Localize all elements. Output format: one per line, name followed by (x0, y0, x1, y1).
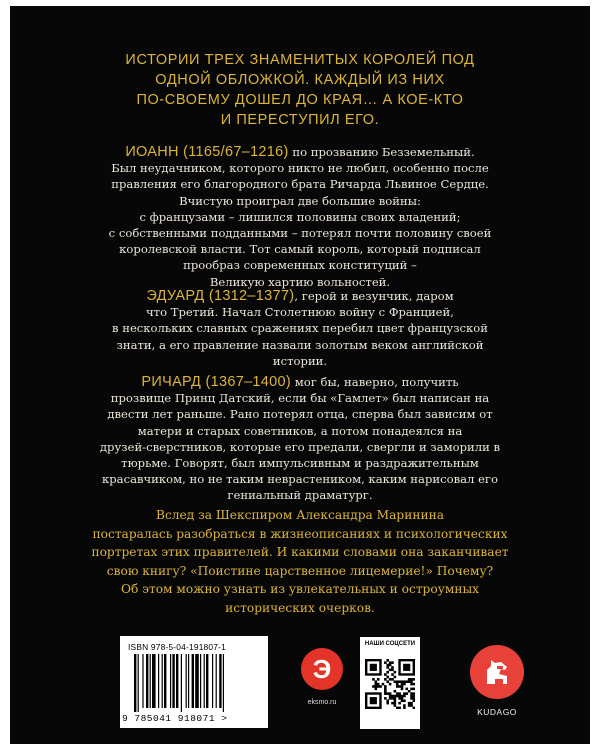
paragraph-line: королевской власти. Тот самый король, который подписал (119, 242, 481, 257)
isbn-label: ISBN 978-5-04-191807-1 (128, 642, 226, 652)
paragraph-line: Вчистую проиграл две большие войны: (179, 193, 421, 208)
paragraph-text: мог бы, наверно, получить (291, 375, 459, 389)
svg-text:Э: Э (312, 654, 332, 684)
kudago-horse-icon (469, 644, 525, 700)
headline (95, 50, 505, 130)
book-back-cover (10, 6, 590, 744)
paragraph-line: что Третий. Начал Столетнюю войну с Францией, (146, 305, 454, 320)
headline-line: ПО-СВОЕМУ ДОШЕЛ ДО КРАЯ… А КОЕ-КТО (136, 92, 464, 108)
paragraph-text: по прозванию Безземельный. (288, 145, 475, 159)
paragraph-line: с французами – лишился половины своих владений; (139, 209, 461, 224)
paragraph-line (50, 288, 550, 304)
qr-code-icon (365, 659, 415, 709)
paragraph-line: матери и старых советников, а потом понадеялся на (137, 423, 463, 438)
partner-name: KUDAGO (477, 707, 517, 717)
paragraph-line: двести лет раньше. Рано потерял отца, сперва был зависим от (107, 407, 493, 422)
barcode-bars (134, 654, 262, 712)
paragraph-line: друзей-сверстников, которые его предали, свергли и заморили в (99, 439, 501, 454)
paragraph-line: знати, а его правление назвали золотым веком английской (116, 337, 484, 352)
social-qr-block (360, 637, 420, 729)
paragraph-line: истории. (272, 353, 328, 368)
paragraph-line: исторических очерков. (225, 600, 375, 615)
publisher-site: eksmo.ru (307, 699, 337, 706)
paragraph-line: в нескольких славных сражениях перебил цвет французской (112, 321, 488, 336)
paragraph-line: правления его благородного брата Ричарда Львиное Сердце. (111, 177, 489, 192)
paragraph-line: прозвище Принц Датский, если бы «Гамлет» был написан на (110, 391, 490, 406)
king-eduard-paragraph (50, 288, 550, 369)
closing-paragraph (50, 506, 550, 618)
paragraph-line: постаралась разобраться в жизнеописаниях и психологических (92, 526, 508, 541)
paragraph-line: Был неудачником, которого никто не любил, особенно после (111, 161, 489, 176)
king-richard-paragraph (50, 374, 550, 504)
barcode-digits: 9 785041 918071 > (122, 713, 228, 724)
headline-line: ИСТОРИИ ТРЕХ ЗНАМЕНИТЫХ КОРОЛЕЙ ПОД (125, 52, 475, 68)
paragraph-line: гениальный драматург. (227, 488, 373, 503)
headline-line: ОДНОЙ ОБЛОЖКОЙ. КАЖДЫЙ ИЗ НИХ (155, 72, 445, 88)
paragraph-line (50, 374, 550, 390)
paragraph-line: свою книгу? «Поистине царственное лицемерие!» Почему? (106, 563, 494, 578)
paragraph-line: прообраз современных конституций – (183, 258, 417, 273)
eksmo-logo-icon (300, 647, 344, 691)
partner-logo (467, 644, 527, 717)
paragraph-line: Вслед за Шекспиром Александра Маринина (156, 508, 444, 522)
king-name: РИЧАРД (1367–1400) (141, 374, 292, 390)
king-ioann-paragraph (50, 144, 550, 290)
paragraph-line: красавчиком, но не таким неврастеником, каким нарисовал его (102, 472, 498, 487)
qr-title: НАШИ СОЦСЕТИ (364, 641, 416, 647)
headline-line: И ПЕРЕСТУПИЛ ЕГО. (220, 112, 380, 128)
paragraph-line: тюрьме. Говорят, был импульсивным и раздражительным (121, 456, 479, 471)
paragraph-text: , герой и везунчик, даром (294, 289, 454, 303)
paragraph-line: Великую хартию вольностей. (209, 274, 391, 289)
paragraph-line: портретах этих правителей. И какими словами она заканчивает (91, 545, 509, 560)
paragraph-line: Об этом можно узнать из увлекательных и остроумных (120, 582, 480, 597)
king-name: ЭДУАРД (1312–1377) (146, 288, 295, 304)
paragraph-line: с собственными подданными – потерял почти половину своей (108, 226, 492, 241)
publisher-logo (295, 647, 349, 706)
paragraph-line (50, 144, 550, 160)
king-name: ИОАНН (1165/67–1216) (125, 144, 289, 160)
isbn-barcode (120, 636, 268, 728)
